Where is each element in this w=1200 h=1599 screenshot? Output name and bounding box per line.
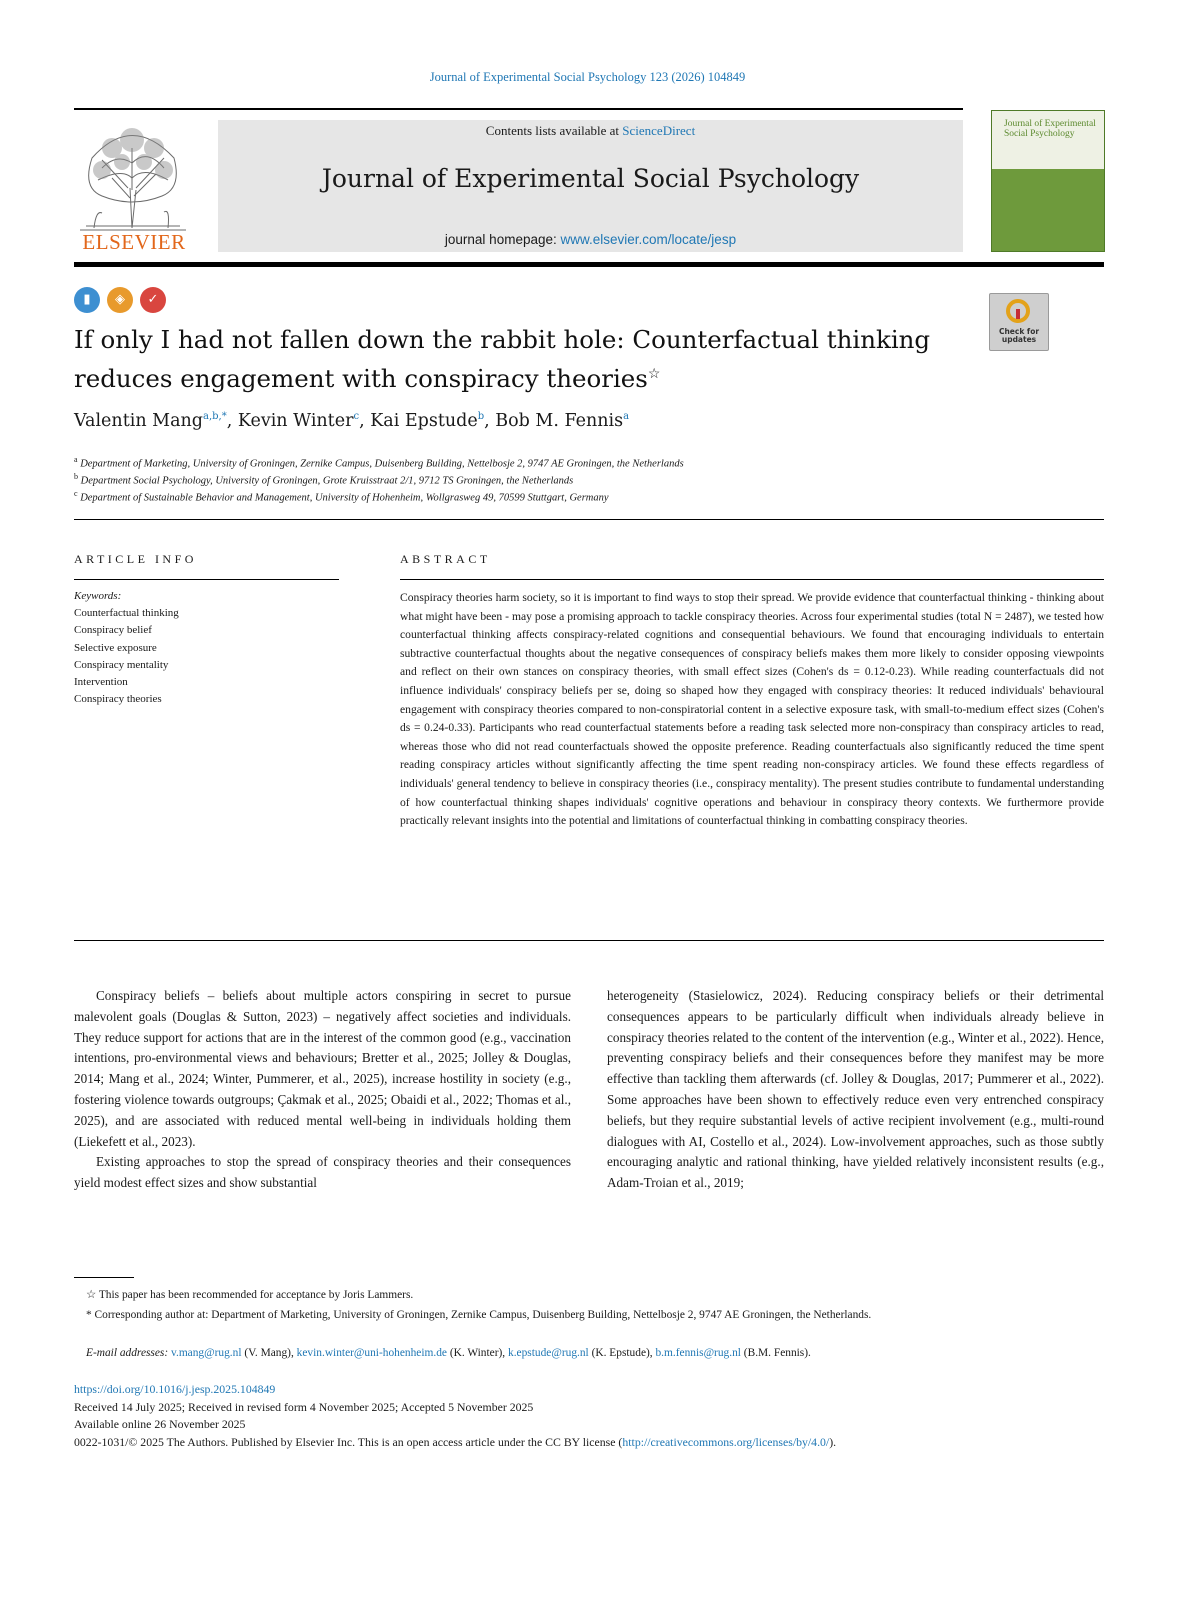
article-title: If only I had not fallen down the rabbit hole: Counterfactual thinking reduces engagement with conspiracy theories☆ (74, 325, 931, 394)
author-affiliation-mark[interactable]: c (353, 411, 360, 423)
header-top-rule (74, 108, 963, 110)
keywords-list (74, 588, 179, 708)
license-line: 0022-1031/© 2025 The Authors. Published by Elsevier Inc. This is an open access article under the CC BY license (http://creativecommons.org/licenses/by/4.0/). (74, 1434, 837, 1449)
author-name[interactable]: Kai Epstude (370, 411, 478, 431)
author-affiliation-mark[interactable]: a,b,* (202, 411, 227, 423)
cover-title: Journal of Experimental Social Psychology (1004, 119, 1096, 139)
contents-line: Contents lists available at ScienceDirect (485, 123, 696, 138)
elsevier-wordmark: ELSEVIER (82, 230, 186, 254)
homepage-line: journal homepage: www.elsevier.com/locate/jesp (444, 232, 737, 247)
keyword-item: Conspiracy mentality (74, 658, 169, 671)
sciencedirect-link[interactable]: ScienceDirect (622, 123, 696, 138)
journal-citation[interactable]: Journal of Experimental Social Psychology 123 (2026) 104849 (429, 70, 746, 84)
footnote-rule (74, 1277, 134, 1278)
keyword-item: Counterfactual thinking (74, 607, 179, 620)
body-column-left (74, 986, 571, 1194)
body-paragraph: Conspiracy beliefs – beliefs about multiple actors conspiring in secret to pursue malevolent goals (Douglas & Sutton, 2023) – negatively affect societies and individuals. They reduce support for actions that are in the interest of the common good (e.g., vaccination intentions, pro-environmental views and behaviours; Bretter et al., 2025; Jolley & Douglas, 2014; Mang et al., 2024; Winter, Pummerer, et al., 2025), increase hostility in society (e.g., fostering violence towards outgroups; Çakmak et al., 2025; Obaidi et al., 2022; Thomas et al., 2025), and are associated with reduced mental well-being in individuals holding them (Liekefett et al., 2023). (74, 988, 571, 1149)
header-bottom-rule (74, 262, 1104, 267)
preregistered-badge-icon[interactable]: ✓ (140, 287, 166, 313)
email-link[interactable]: kevin.winter@uni-hohenheim.de (296, 1347, 447, 1359)
author-name[interactable]: Valentin Mang (74, 411, 203, 431)
keyword-item: Selective exposure (74, 641, 157, 654)
available-online: Available online 26 November 2025 (74, 1417, 246, 1431)
footnote-emails: E-mail addresses: v.mang@rug.nl (V. Mang), kevin.winter@uni-hohenheim.de (K. Winter), k.epstude@rug.nl (K. Epstude), b.m.fennis@rug.nl (B.M. Fennis). (86, 1347, 811, 1359)
journal-homepage-link[interactable]: www.elsevier.com/locate/jesp (560, 232, 737, 247)
affiliation-c: $^c$ Department of Sustainable Behavior and Management, University of Hohenheim, Wollgrasweg 49, 70599 Stuttgart, Germany (74, 489, 609, 504)
keyword-item: Conspiracy belief (74, 624, 152, 637)
affiliation-a: $^a$ Department of Marketing, University of Groningen, Zernike Campus, Duisenberg Building, Nettelbosje 2, 9747 AE Groningen, the Netherlands (74, 455, 684, 470)
author-list: Valentin Mang$^{a,b,*}$, Kevin Winter$^c$, Kai Epstude$^b$, Bob M. Fennis$^a$ (74, 411, 630, 431)
license-link[interactable]: http://creativecommons.org/licenses/by/4.0/ (622, 1434, 830, 1449)
section-divider (74, 519, 1104, 520)
author-affiliation-mark[interactable]: b (477, 411, 485, 423)
keyword-item: Conspiracy theories (74, 693, 162, 706)
email-link[interactable]: v.mang@rug.nl (171, 1347, 242, 1359)
footnote-recommendation: ☆ This paper has been recommended for acceptance by Joris Lammers. (86, 1289, 414, 1301)
author-affiliation-mark[interactable]: a (623, 411, 630, 423)
abstract-heading: ABSTRACT (400, 552, 491, 566)
abstract-end-rule (74, 940, 1104, 941)
received-dates: Received 14 July 2025; Received in revised form 4 November 2025; Accepted 5 November 2025 (74, 1399, 534, 1414)
email-link[interactable]: b.m.fennis@rug.nl (655, 1347, 741, 1359)
crossmark-icon (1006, 299, 1030, 323)
author-name[interactable]: Bob M. Fennis (495, 411, 624, 431)
open-materials-badge-icon[interactable]: ◈ (107, 287, 133, 313)
doi-link[interactable]: https://doi.org/10.1016/j.jesp.2025.104849 (74, 1382, 276, 1396)
open-data-badge-icon[interactable]: ▮ (74, 287, 100, 313)
crossmark-label: Check for updates (998, 327, 1040, 344)
title-footnote-mark[interactable]: ☆ (647, 366, 661, 382)
body-column-right (607, 986, 1104, 1194)
journal-cover-thumbnail[interactable] (991, 110, 1105, 252)
keyword-item: Intervention (74, 676, 128, 689)
email-label: E-mail addresses: (86, 1347, 169, 1359)
footnote-corresponding-author: * Corresponding author at: Department of Marketing, University of Groningen, Zernike Campus, Duisenberg Building, Nettelbosje 2, 9747 AE Groningen, the Netherlands. (86, 1309, 872, 1321)
article-info-heading: ARTICLE INFO (74, 552, 197, 566)
body-paragraph: Existing approaches to stop the spread of conspiracy theories and their consequences yield modest effect sizes and show substantial (74, 1154, 571, 1191)
author-name[interactable]: Kevin Winter (237, 411, 354, 431)
abstract-rule (400, 579, 1104, 580)
journal-banner (218, 120, 963, 252)
body-paragraph: heterogeneity (Stasielowicz, 2024). Reducing conspiracy beliefs or their detrimental consequences appears to be particularly difficult when individuals already believe in conspiracy theories related to the content of the intervention (e.g., Winter et al., 2022). Hence, preventing conspiracy beliefs and their consequences before they manifest may be more effective than tackling them afterwards (cf. Jolley & Douglas, 2017; Pummerer et al., 2022). Some approaches have been shown to effectively reduce even very entrenched conspiracy beliefs, but they require substantial levels of active recipient involvement (e.g., multi-round dialogues with AI, Costello et al., 2024). Low-involvement approaches, such as those subtly encouraging analytic and rational thinking, have yielded relatively inconsistent results (e.g., Adam-Troian et al., 2019; (607, 988, 1104, 1191)
abstract-text: Conspiracy theories harm society, so it is important to find ways to stop their spread. We provide evidence that counterfactual thinking - thinking about what might have been - may pose a promising approach to tackle conspiracy theories. Across four experimental studies (total N = 2487), we tested how counterfactual thinking affects conspiracy-related cognitions and consequential behaviours. We found that encouraging individuals to entertain subtractive counterfactual thoughts about the negative consequences of conspiracy beliefs makes them more likely to consider opposing viewpoints and reflect on their own stances on conspiracy theories, with small effect sizes (Cohen's ds = 0.12-0.23). While reading counterfactuals did not influence individuals' conspiracy beliefs per se, doing so shaped how they engaged with conspiracy theories: It reduced individuals' behavioural engagement with conspiracy theories compared to non-conspiratorial content in a selective exposure task, with small-to-medium effect sizes (Cohen's ds = 0.24-0.33). Participants who read counterfactual statements before a reading task selected more non-conspiracy than conspiracy articles to read, whereas those who did not read counterfactuals showed the opposite preference. Reading counterfactuals also significantly reduced the time spent reading conspiracy articles without significantly affecting the time spent reading non-conspiracy articles. We found these effects regardless of individuals' general tendency to believe in conspiracy theories (i.e., conspiracy mentality). The present studies contribute to fundamental understanding of how counterfactual thinking shapes individuals' cognitive operations and behaviour in conspiracy theory contexts. We furthermore provide practically relevant insights into the potential and limitations of counterfactual thinking in combatting conspiracy theories. (400, 591, 1104, 828)
email-link[interactable]: k.epstude@rug.nl (508, 1347, 589, 1359)
journal-name: Journal of Experimental Social Psychology (321, 164, 860, 193)
article-info-rule (74, 579, 339, 580)
check-for-updates-button[interactable] (989, 293, 1049, 351)
keywords-label: Keywords: (74, 590, 122, 602)
article-metadata (74, 1381, 1114, 1451)
affiliation-b: $^b$ Department Social Psychology, University of Groningen, Grote Kruisstraat 2/1, 9712 TS Groningen, the Netherlands (74, 472, 574, 487)
